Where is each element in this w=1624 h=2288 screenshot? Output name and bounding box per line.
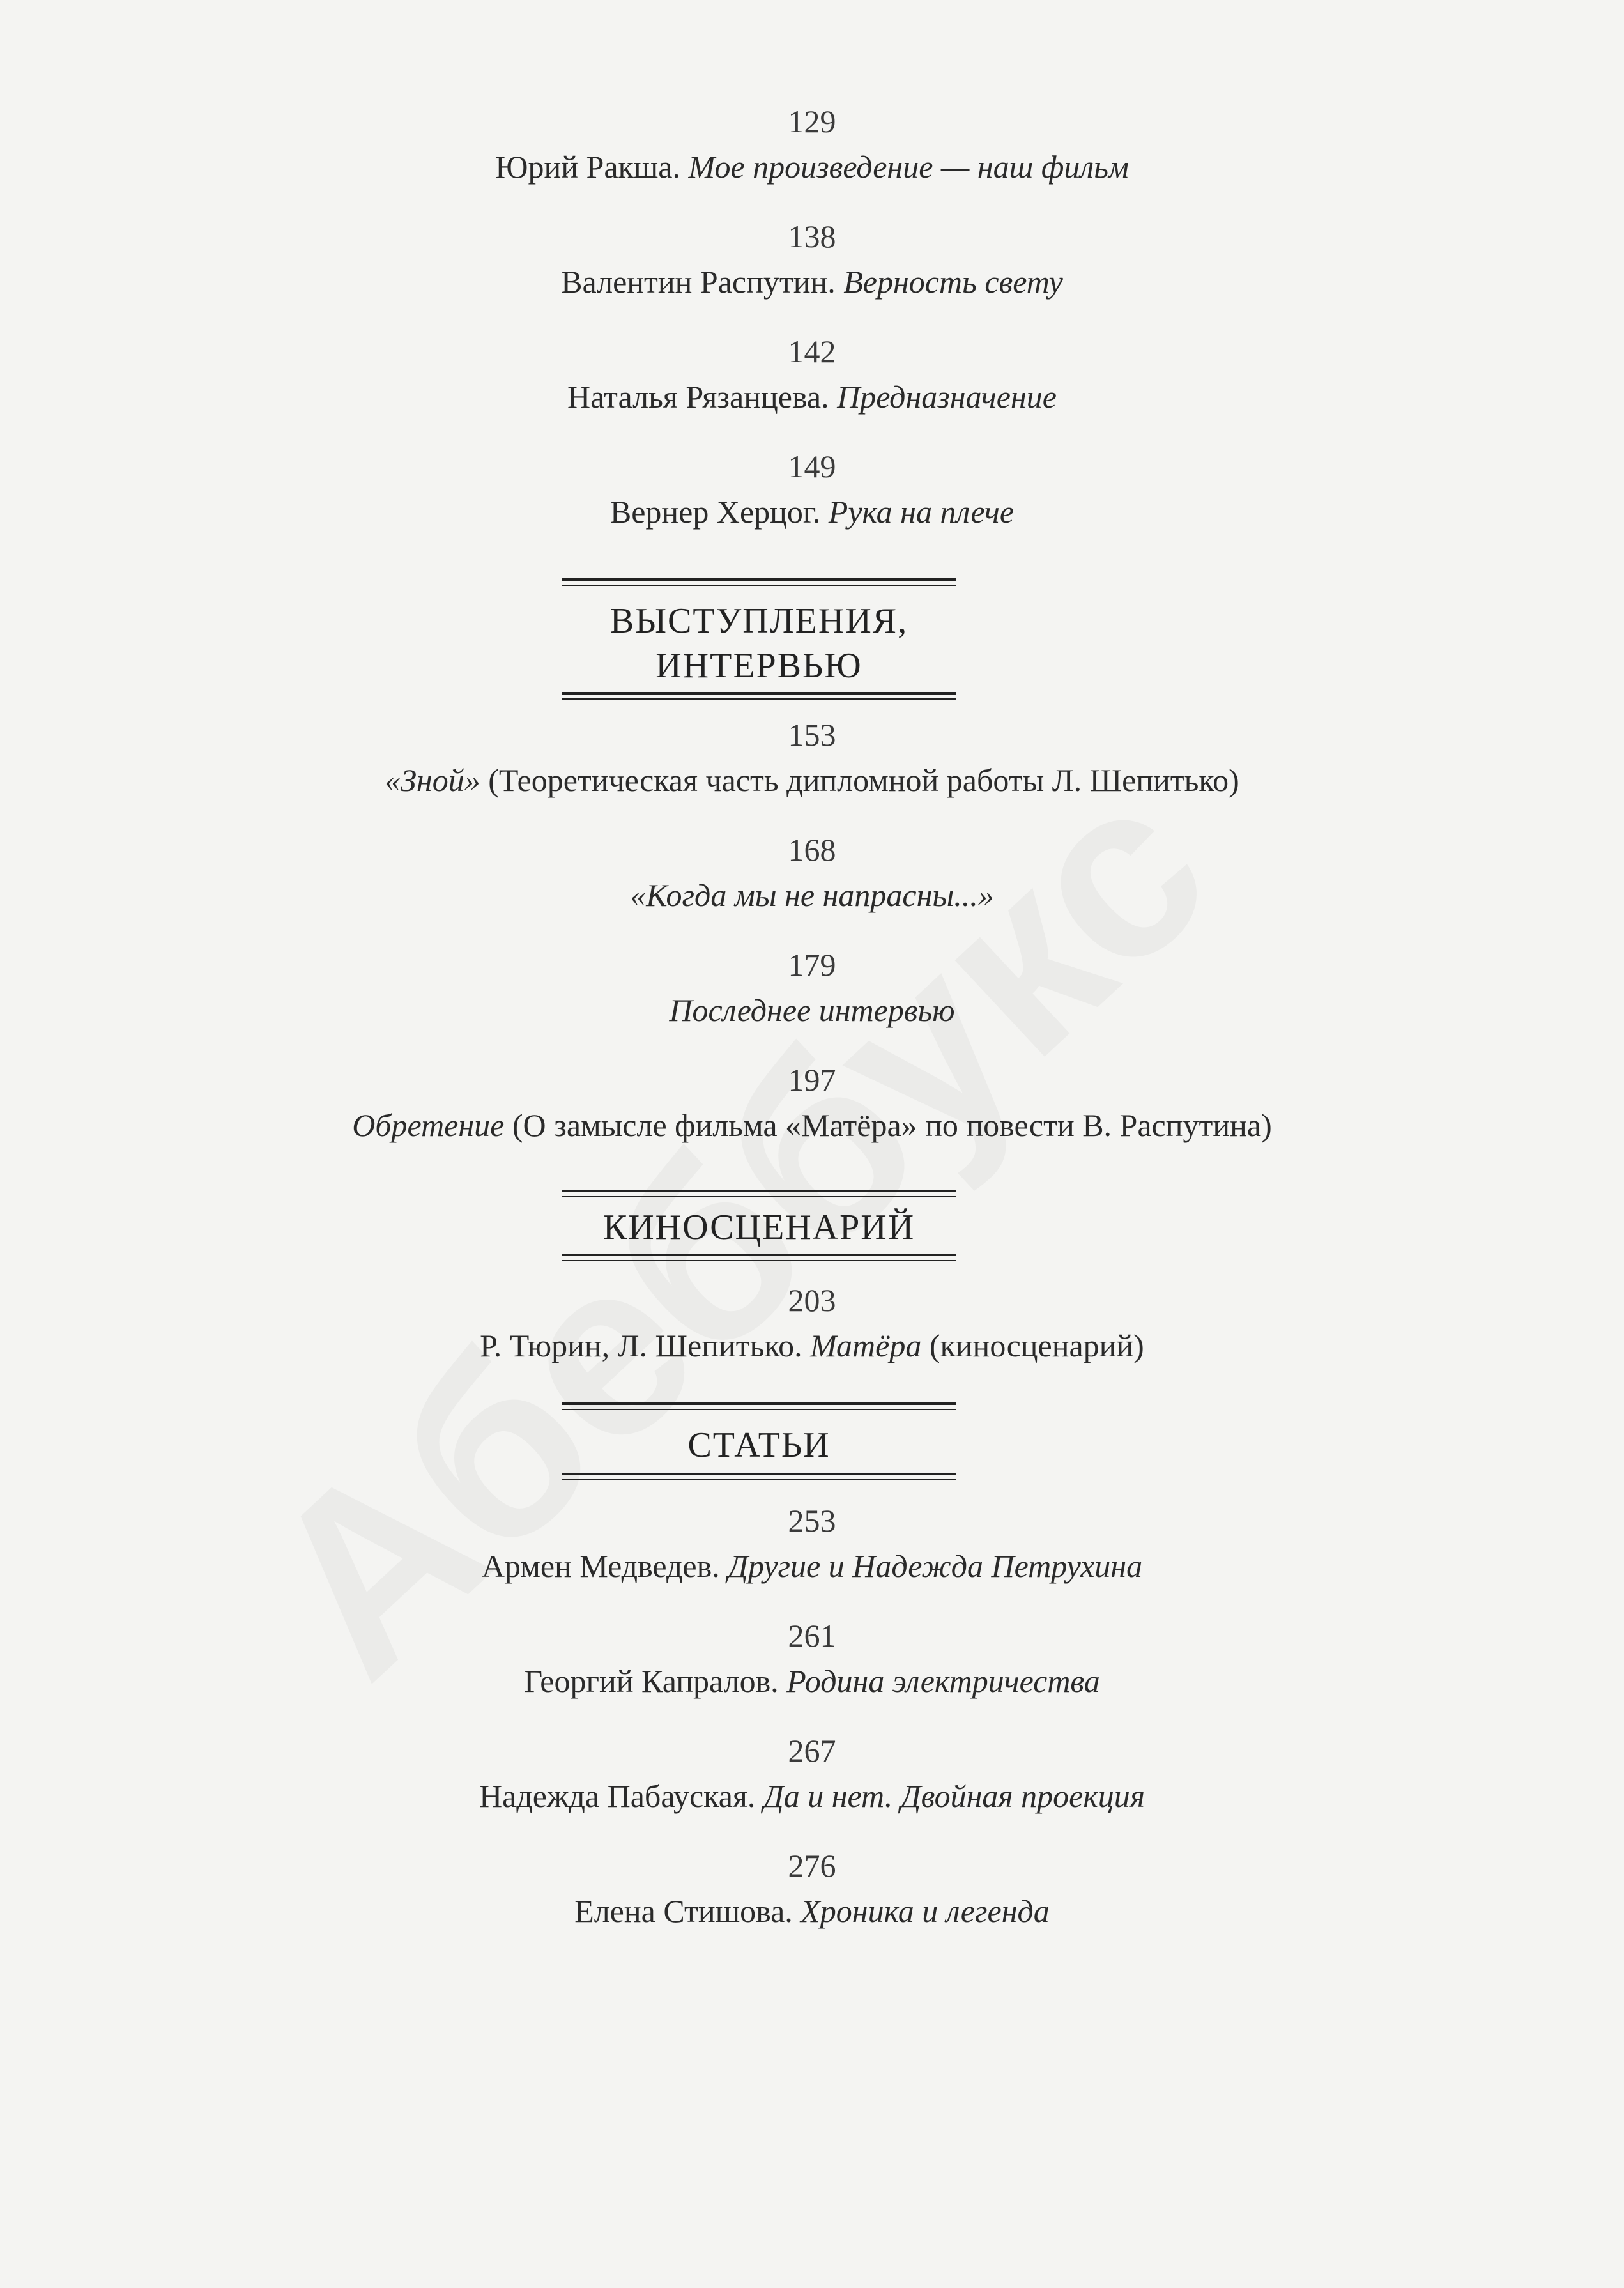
page-number: 179 — [788, 947, 836, 983]
page-number: 253 — [788, 1503, 836, 1539]
author: Надежда Пабауская. — [479, 1778, 756, 1814]
toc-entry — [0, 447, 1624, 534]
toc-entry — [0, 102, 1624, 189]
toc-entry — [0, 1616, 1624, 1703]
toc-entry — [0, 1061, 1624, 1148]
toc-entry — [0, 332, 1624, 419]
page-number: 129 — [788, 104, 836, 139]
author: Р. Тюрин, Л. Шепитько. — [480, 1328, 802, 1363]
entry-line — [0, 1659, 1624, 1703]
page-number: 267 — [788, 1733, 836, 1769]
entry-line — [0, 1774, 1624, 1818]
toc-entry — [0, 217, 1624, 304]
work-title: Да и нет. Двойная проекция — [763, 1778, 1145, 1814]
toc-entry — [0, 716, 1624, 802]
toc-entry — [0, 1501, 1624, 1588]
work-title: «Зной» — [385, 762, 480, 798]
toc-entry — [0, 831, 1624, 918]
rule-top-thin — [562, 585, 956, 586]
work-title: Хроника и легенда — [801, 1893, 1050, 1929]
section-heading — [562, 1402, 956, 1480]
heading-line: КИНОСЦЕНАРИЙ — [602, 1208, 915, 1247]
note: (киносценарий) — [929, 1328, 1144, 1363]
work-title: «Когда мы не напрасны...» — [630, 877, 994, 913]
note: (О замысле фильма «Матёра» по повести В. Распутина) — [512, 1107, 1272, 1143]
heading-line: СТАТЬИ — [687, 1425, 831, 1465]
entry-line — [0, 988, 1624, 1033]
work-title: Родина электричества — [786, 1663, 1100, 1699]
page-number: 203 — [788, 1282, 836, 1318]
author: Валентин Распутин. — [561, 264, 836, 300]
work-title: Мое произведение — наш фильм — [688, 149, 1129, 185]
work-title: Рука на плече — [828, 494, 1015, 530]
entry-line — [0, 489, 1624, 534]
entry-line — [0, 873, 1624, 918]
work-title: Верность свету — [843, 264, 1063, 300]
page-number: 276 — [788, 1848, 836, 1884]
toc-entry — [0, 1731, 1624, 1818]
work-title: Предназначение — [837, 379, 1057, 415]
entry-line — [0, 758, 1624, 802]
page-number: 261 — [788, 1618, 836, 1654]
entry-line — [0, 1889, 1624, 1933]
author: Георгий Капралов. — [524, 1663, 779, 1699]
heading-line: ВЫСТУПЛЕНИЯ, — [609, 601, 908, 641]
rule-top — [562, 1190, 956, 1192]
work-title: Последнее интервью — [669, 992, 955, 1028]
toc-entry — [0, 1847, 1624, 1933]
author: Наталья Рязанцева. — [567, 379, 829, 415]
toc-entry — [0, 946, 1624, 1033]
rule-top-thin — [562, 1196, 956, 1197]
work-title: Другие и Надежда Петрухина — [728, 1548, 1143, 1584]
author: Вернер Херцог. — [609, 494, 821, 530]
page-number: 153 — [788, 717, 836, 753]
author: Елена Стишова. — [574, 1893, 793, 1929]
rule-bottom-thin — [562, 1260, 956, 1261]
toc-entry — [0, 1281, 1624, 1368]
page-number: 142 — [788, 334, 836, 369]
entry-line — [0, 1103, 1624, 1148]
section-heading — [562, 1190, 956, 1261]
author: Юрий Ракша. — [495, 149, 681, 185]
rule-bottom-thin — [562, 1479, 956, 1480]
section-heading — [562, 578, 956, 700]
work-title: Обретение — [352, 1107, 505, 1143]
page-number: 197 — [788, 1062, 836, 1098]
entry-line — [0, 144, 1624, 189]
page-number: 168 — [788, 832, 836, 868]
author: Армен Медведев. — [481, 1548, 720, 1584]
entry-line — [0, 374, 1624, 419]
work-title: Матёра — [810, 1328, 922, 1363]
rule-top-thin — [562, 1409, 956, 1410]
rule-bottom-thin — [562, 698, 956, 700]
page-number: 138 — [788, 219, 836, 254]
note: (Теоретическая часть дипломной работы Л. Шепитько) — [488, 762, 1239, 798]
page-number: 149 — [788, 449, 836, 484]
rule-top — [562, 578, 956, 581]
rule-top — [562, 1402, 956, 1405]
heading-line: ИНТЕРВЬЮ — [655, 646, 862, 686]
rule-bottom — [562, 1473, 956, 1475]
entry-line — [0, 1544, 1624, 1588]
entry-line — [0, 1323, 1624, 1368]
rule-bottom — [562, 1254, 956, 1256]
rule-bottom — [562, 692, 956, 695]
entry-line — [0, 259, 1624, 304]
